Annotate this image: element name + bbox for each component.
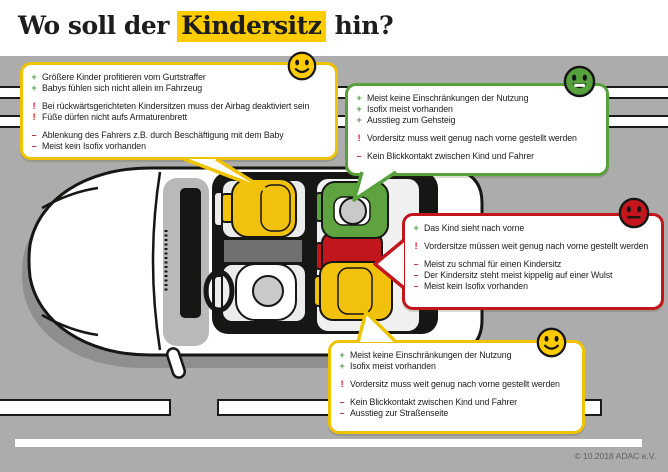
callout-item xyxy=(30,83,329,94)
center-console xyxy=(224,240,302,262)
warn-icon: ! xyxy=(340,379,344,389)
header xyxy=(0,0,668,56)
callout-item-text: Meist keine Einschränkungen der Nutzung xyxy=(367,93,529,103)
callout-item xyxy=(355,151,600,162)
center-stack xyxy=(180,188,201,318)
callout-item-text: Isofix meist vorhanden xyxy=(350,361,436,371)
callout-item xyxy=(355,104,600,115)
minus-icon: – xyxy=(339,397,345,407)
callout-item-text: Ausstieg zur Straßenseite xyxy=(350,408,449,418)
callout-item-text: Vordersitz muss weit genug nach vorne gestellt werden xyxy=(367,133,577,143)
minus-icon: – xyxy=(413,270,419,280)
title-highlight: Kindersitz xyxy=(177,11,326,42)
title-pre: Wo soll der xyxy=(18,11,178,40)
callout-item-text: Größere Kinder profitieren vom Gurtstraffer xyxy=(42,72,206,82)
callout-item xyxy=(338,379,576,390)
callout-pointer-rear-sidewalk xyxy=(346,170,402,204)
plus-icon: + xyxy=(339,350,345,360)
callout-item-list xyxy=(355,93,600,162)
callout-item xyxy=(30,130,329,141)
callout-item-text: Meist kein Isofix vorhanden xyxy=(424,281,528,291)
callout-item xyxy=(412,281,655,292)
callout-front-passenger-seat xyxy=(20,62,338,160)
callout-item-text: Bei rückwärtsgerichteten Kindersitzen muss der Airbag deaktiviert sein xyxy=(42,101,310,111)
callout-rear-seat-sidewalk-side xyxy=(345,83,609,176)
callout-item-text: Vordersitz muss weit genug nach vorne gestellt werden xyxy=(350,379,560,389)
plus-icon: + xyxy=(413,223,419,233)
callout-pointer-rear-middle xyxy=(371,237,407,291)
title-post: hin? xyxy=(326,11,394,40)
driver-figure xyxy=(236,264,296,320)
callout-item-text: Babys fühlen sich nicht allein im Fahrzeug xyxy=(42,83,203,93)
warn-icon: ! xyxy=(32,112,36,122)
callout-item-text: Meist keine Einschränkungen der Nutzung xyxy=(350,350,512,360)
page-title xyxy=(18,11,393,40)
plus-icon: + xyxy=(356,104,362,114)
plus-icon: + xyxy=(356,93,362,103)
happy-face-icon xyxy=(287,51,317,81)
driver-head xyxy=(253,276,283,306)
minus-icon: – xyxy=(413,281,419,291)
callout-item xyxy=(338,361,576,372)
lane-marking-dash-1 xyxy=(0,399,171,416)
grinning-face-icon xyxy=(563,65,596,98)
warn-icon: ! xyxy=(357,133,361,143)
callout-item-text: Füße dürfen nicht aufs Armaturenbrett xyxy=(42,112,187,122)
callout-rear-seat-middle xyxy=(402,213,664,310)
callout-item xyxy=(355,133,600,144)
callout-item xyxy=(338,397,576,408)
plus-icon: + xyxy=(356,115,362,125)
callout-pointer-rear-street xyxy=(350,308,402,344)
callout-item-text: Das Kind sieht nach vorne xyxy=(424,223,525,233)
callout-item-list xyxy=(30,72,329,152)
minus-icon: – xyxy=(356,151,362,161)
plus-icon: + xyxy=(339,361,345,371)
callout-item xyxy=(30,141,329,152)
callout-item-list xyxy=(412,223,655,292)
callout-item xyxy=(338,408,576,419)
callout-item-text: Meist kein Isofix vorhanden xyxy=(42,141,146,151)
minus-icon: – xyxy=(31,130,37,140)
callout-item xyxy=(412,259,655,270)
callout-item xyxy=(30,112,329,123)
callout-item-text: Meist zu schmal für einen Kindersitz xyxy=(424,259,562,269)
callout-item xyxy=(412,241,655,252)
warn-icon: ! xyxy=(32,101,36,111)
callout-item xyxy=(30,72,329,83)
warn-icon: ! xyxy=(414,241,418,251)
minus-icon: – xyxy=(31,141,37,151)
copyright-text: © 10.2018 ADAC e.V. xyxy=(574,451,656,461)
callout-rear-seat-street-side xyxy=(328,340,585,434)
callout-pointer-front-passenger xyxy=(180,157,280,195)
callout-item xyxy=(412,270,655,281)
callout-item-text: Isofix meist vorhanden xyxy=(367,104,453,114)
callout-item-text: Kein Blickkontakt zwischen Kind und Fahrer xyxy=(367,151,534,161)
plus-icon: + xyxy=(31,72,37,82)
minus-icon: – xyxy=(339,408,345,418)
callout-item-text: Ausstieg zum Gehsteig xyxy=(367,115,456,125)
callout-item xyxy=(355,115,600,126)
happy-face-icon xyxy=(536,327,567,358)
callout-item xyxy=(30,101,329,112)
callout-item-text: Vordersitze müssen weit genug nach vorne gestellt werden xyxy=(424,241,649,251)
road-edge-line-bottom xyxy=(15,439,642,447)
callout-item-text: Ablenkung des Fahrers z.B. durch Beschäftigung mit dem Baby xyxy=(42,130,284,140)
minus-icon: – xyxy=(413,259,419,269)
callout-item-list xyxy=(338,350,576,419)
callout-item-text: Kein Blickkontakt zwischen Kind und Fahrer xyxy=(350,397,517,407)
plus-icon: + xyxy=(31,83,37,93)
neutral-face-icon xyxy=(618,197,650,229)
callout-item-text: Der Kindersitz steht meist kippelig auf einer Wulst xyxy=(424,270,613,280)
